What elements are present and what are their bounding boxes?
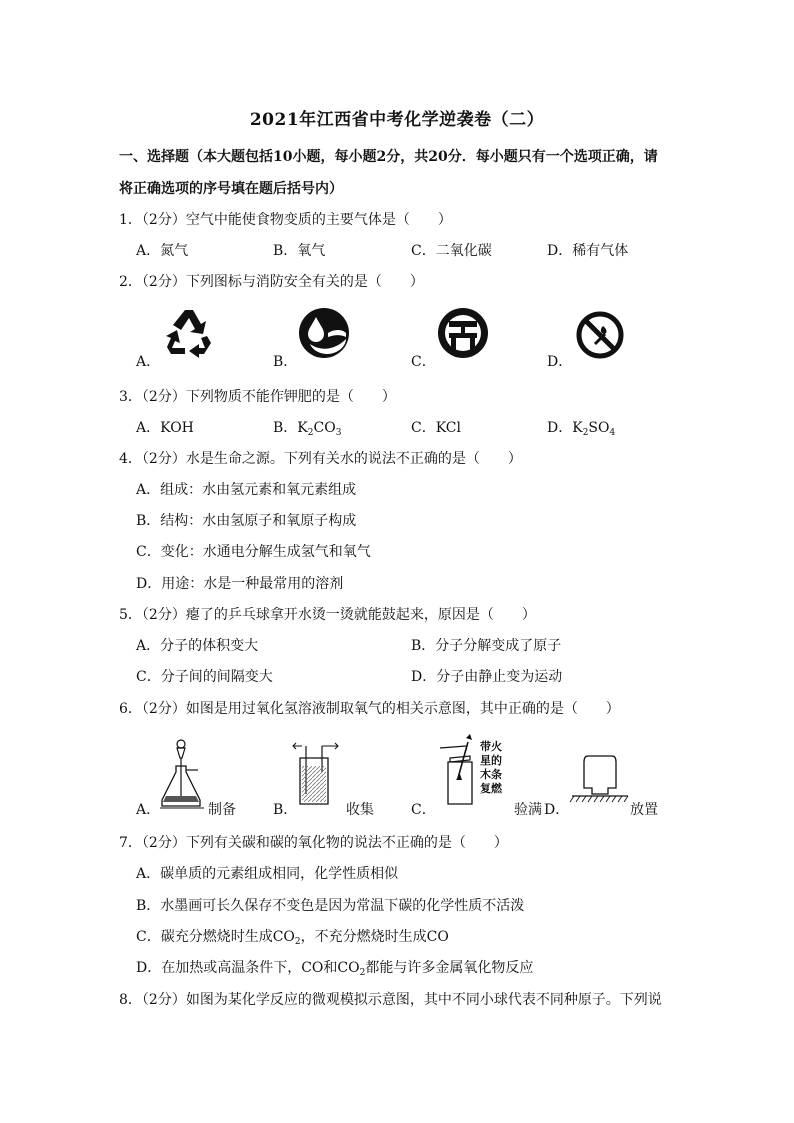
q3-option-b [273,417,341,437]
question-5-stem: 5．（2分）瘪了的乒乓球拿开水烫一烫就能鼓起来，原因是（ ） [119,607,536,623]
q4-option-c: C．变化：水通电分解生成氢气和氧气 [136,544,371,560]
q3-option-d-text: D．K [547,420,583,436]
q4-option-d: D．用途：水是一种最常用的溶剂 [136,576,344,592]
subscript: 2 [359,968,366,978]
splint-label-char: 火 [491,740,502,753]
q5-option-a: A．分子的体积变大 [136,638,259,654]
q3-option-b-text: B．K [273,420,308,436]
q2-option-c: C． [411,354,436,370]
q1-option-c: C．二氧化碳 [411,243,492,259]
section-header-line2: 将正确选项的序号填在题后括号内） [119,181,343,197]
no-fire-icon [575,310,625,360]
q6-caption-a: 制备 [208,802,236,818]
q7-option-b [136,895,524,915]
q3-option-a-text: A．KOH [136,420,194,436]
q1-option-a: A．氮气 [136,243,189,259]
q2-option-b: B． [273,354,298,370]
q6-option-a: A． [136,802,161,818]
q6-option-b: B． [273,802,298,818]
q1-option-d: D．稀有气体 [547,243,629,259]
energy-saving-icon [437,307,489,359]
q7-option-d [136,957,533,977]
q7-option-c-text: C．碳充分燃烧时生成CO [136,929,295,945]
inverted-bottle-icon [568,752,630,808]
q6-option-c: C． [411,802,436,818]
q4-option-b: B．结构：水由氢原子和氧原子构成 [136,513,357,529]
splint-label-char: 复 [480,782,491,795]
q6-caption-b: 收集 [346,802,374,818]
question-2-stem: 2．（2分）下列图标与消防安全有关的是（ ） [119,274,424,290]
splint-label [480,740,502,796]
gas-bottle-apparatus-icon [292,742,340,810]
section-header-line1: 一、选择题（本大题包括10小题，每小题2分，共20分．每小题只有一个选项正确，请 [119,149,658,165]
splint-label-char: 条 [491,768,502,781]
q7-option-d-text2: 都能与许多金属氧化物反应 [365,960,534,976]
page-title: 2021年江西省中考化学逆袭卷（二） [249,110,545,130]
q7-option-a-text: A．碳单质的元素组成相同，化学性质相似 [136,866,399,882]
splint-label-char: 的 [491,754,502,767]
q6-caption-c: 验满 [514,802,542,818]
q3-option-d [547,417,615,437]
q5-option-d: D．分子由静止变为运动 [411,669,563,685]
splint-label-char: 燃 [491,782,502,795]
q7-option-c-text2: ，不充分燃烧时生成CO [300,929,449,945]
splint-label-char: 木 [480,768,491,781]
question-1-stem: 1．（2分）空气中能使食物变质的主要气体是（ ） [119,212,452,228]
q3-option-c-text: C．KCl [411,420,461,436]
subscript: 3 [335,428,342,438]
subscript: 2 [307,428,314,438]
q6-option-d: D． [544,802,570,818]
question-7-stem: 7．（2分）下列有关碳和碳的氧化物的说法不正确的是（ ） [119,835,508,851]
q1-option-b: B．氧气 [273,243,326,259]
q3-option-b-text2: CO [313,420,336,436]
q3-option-c [411,417,461,437]
recycle-icon [163,306,215,358]
flask-apparatus-icon [160,738,204,814]
q4-option-a: A．组成：水由氢元素和氧元素组成 [136,482,357,498]
subscript: 2 [582,428,589,438]
question-4-stem: 4．（2分）水是生命之源。下列有关水的说法不正确的是（ ） [119,451,522,467]
splint-test-icon [436,734,480,810]
q7-option-d-text: D．在加热或高温条件下，CO和CO [136,960,360,976]
splint-label-char: 带 [480,740,491,753]
q2-option-d: D． [547,354,573,370]
q3-option-a [136,417,194,437]
question-6-stem: 6．（2分）如图是用过氧化氢溶液制取氧气的相关示意图，其中正确的是（ ） [119,701,620,717]
q5-option-b: B．分子分解变成了原子 [411,638,562,654]
question-3-stem: 3．（2分）下列物质不能作钾肥的是（ ） [119,389,396,405]
q5-option-c: C．分子间的间隔变大 [136,669,273,685]
q7-option-b-text: B．水墨画可长久保存不变色是因为常温下碳的化学性质不活泼 [136,898,525,914]
question-8-stem: 8．（2分）如图为某化学反应的微观模拟示意图，其中不同小球代表不同种原子。下列说 [119,992,662,1008]
q3-option-d-text2: SO [588,420,610,436]
q2-option-a: A． [136,354,161,370]
q7-option-a [136,863,398,883]
subscript: 4 [609,428,616,438]
q7-option-c [136,926,449,946]
subscript: 2 [294,937,301,947]
q6-caption-d: 放置 [630,802,658,818]
water-saving-icon [298,307,350,359]
splint-label-char: 星 [480,754,491,767]
